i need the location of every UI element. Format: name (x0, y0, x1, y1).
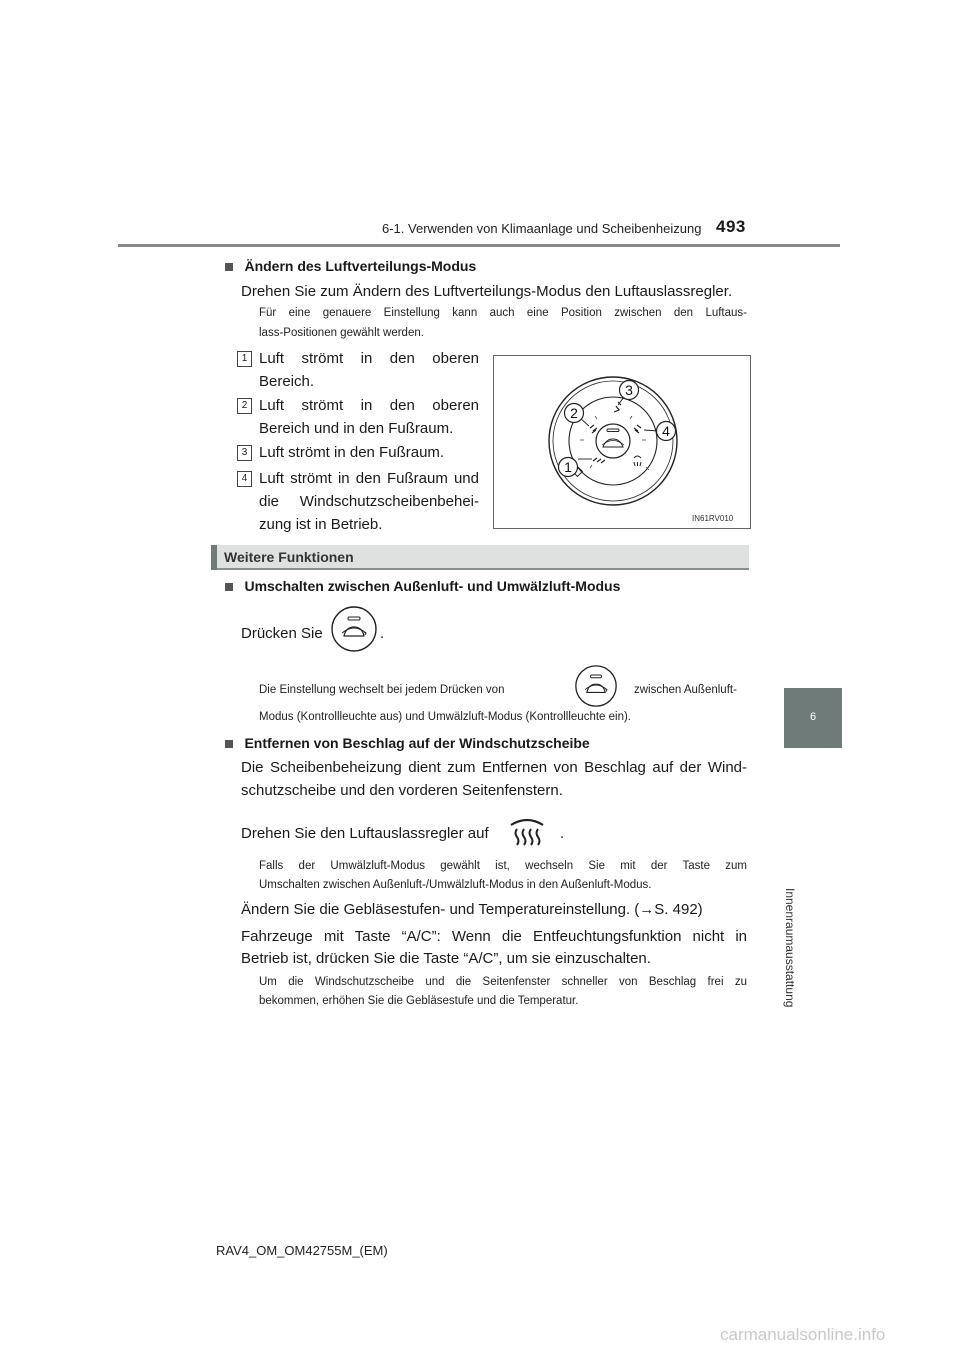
umluft-press-text: Drücken Sie (241, 625, 323, 642)
footer-doc-id: RAV4_OM_OM42755M_(EM) (216, 1243, 388, 1258)
item-number-2: 2 (237, 398, 252, 414)
item-2-line2: Bereich und in den Fußraum. (259, 420, 454, 437)
item-2-line1: Luft strömt in den oberen (259, 397, 479, 414)
recirculation-car-icon (330, 605, 378, 658)
beschlag-note1-line2: Umschalten zwischen Außenluft-/Umwälzluft-Modus in den Außenluft-Modus. (259, 879, 652, 891)
beschlag-p3-line2: Betrieb ist, drücken Sie die Taste “A/C”, um sie einzuschalten. (241, 950, 651, 967)
beschlag-note2-line2: bekommen, erhöhen Sie die Gebläsestufe und die Temperatur. (259, 995, 579, 1007)
beschlag-p2: Ändern Sie die Gebläsestufen- und Temperatureinstellung. (→S. 492) (241, 901, 703, 918)
windshield-defroster-icon (507, 815, 547, 854)
umluft-press-end: . (380, 625, 385, 642)
heading-text: Umschalten zwischen Außenluft- und Umwälzluft-Modus (244, 578, 621, 594)
figure-code: IN61RV010 (692, 514, 734, 523)
chapter-number: 6 (809, 711, 817, 723)
heading-text: Entfernen von Beschlag auf der Windschutzscheibe (244, 735, 590, 751)
callout-2-label: 2 (570, 405, 578, 421)
heading-beschlag (225, 735, 590, 753)
beschlag-p3-line1: Fahrzeuge mit Taste “A/C”: Wenn die Entfeuchtungsfunktion nicht in (241, 928, 747, 945)
bullet-square-icon (225, 263, 233, 271)
bullet-square-icon (225, 583, 233, 591)
callout-1-label: 1 (564, 459, 572, 475)
dial-figure (493, 355, 751, 529)
item-1-line2: Bereich. (259, 373, 315, 390)
luftverteilung-note-line2: lass-Positionen gewählt werden. (259, 327, 424, 339)
heading-umluft (225, 578, 620, 596)
beschlag-p1-line1: Die Scheibenbeheizung dient zum Entfernen von Beschlag auf der Wind- (241, 759, 747, 776)
page-number: 493 (716, 217, 746, 236)
item-4-line2: die Windschutzscheibenbehei- (259, 493, 479, 510)
air-outlet-dial-icon (494, 356, 750, 528)
recirculation-car-icon (574, 664, 618, 713)
header-rule (118, 244, 840, 247)
item-4-line1: Luft strömt in den Fußraum und (259, 470, 479, 487)
callout-3-label: 3 (625, 382, 633, 398)
bullet-square-icon (225, 740, 233, 748)
beschlag-note1-line1: Falls der Umwälzluft-Modus gewählt ist, wechseln Sie mit der Taste zum (259, 860, 747, 872)
item-number-1: 1 (237, 351, 252, 367)
beschlag-p1-line2: schutzscheibe und den vorderen Seitenfenstern. (241, 782, 563, 799)
beschlag-note2-line1: Um die Windschutzscheibe und die Seitenfenster schneller von Beschlag frei zu (259, 976, 747, 988)
umluft-note-line2: Modus (Kontrollleuchte aus) und Umwälzluft-Modus (Kontrollleuchte ein). (259, 711, 632, 723)
item-3-line1: Luft strömt in den Fußraum. (259, 444, 445, 461)
callout-4-label: 4 (662, 423, 670, 439)
item-number-4: 4 (237, 471, 252, 487)
section-title-weitere: Weitere Funktionen (224, 549, 354, 565)
beschlag-turn-end: . (560, 825, 565, 842)
heading-text: Ändern des Luftverteilungs-Modus (244, 258, 477, 274)
beschlag-turn-text: Drehen Sie den Luftauslassregler auf (241, 825, 489, 842)
heading-luftverteilung (225, 258, 476, 276)
item-4-line3: zung ist in Betrieb. (259, 516, 383, 533)
watermark-text: carmanualsonline.info (720, 1325, 886, 1344)
item-1-line1: Luft strömt in den oberen (259, 350, 479, 367)
header-section-title: 6-1. Verwenden von Klimaanlage und Scheibenheizung (382, 221, 702, 236)
chapter-label: Innenraumausstattung (783, 888, 797, 1008)
luftverteilung-intro: Drehen Sie zum Ändern des Luftverteilungs-Modus den Luftauslassregler. (241, 283, 733, 300)
section-bar-accent (211, 545, 217, 570)
umluft-note-a: Die Einstellung wechselt bei jedem Drücken von (259, 684, 505, 696)
luftverteilung-note-line1: Für eine genauere Einstellung kann auch eine Position zwischen den Luftaus- (259, 307, 747, 319)
item-number-3: 3 (237, 445, 252, 461)
umluft-note-b: zwischen Außenluft- (634, 684, 737, 696)
